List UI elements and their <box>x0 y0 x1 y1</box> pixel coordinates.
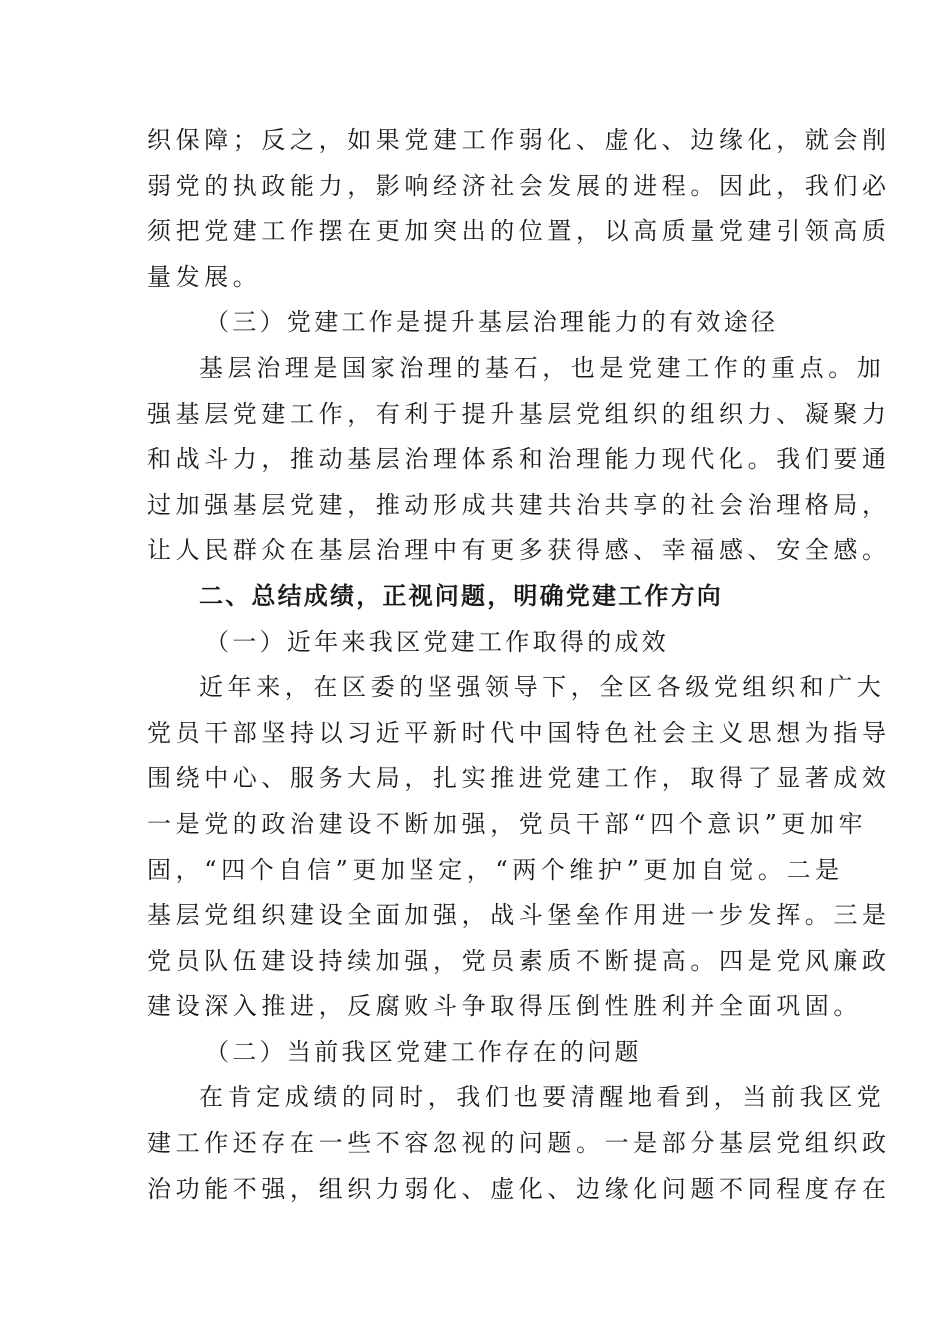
section-heading: 二、总结成绩，正视问题，明确党建工作方向 <box>199 581 723 610</box>
body-line: 建设深入推进，反腐败斗争取得压倒性胜利并全面巩固。 <box>147 992 862 1021</box>
body-line: 党员队伍建设持续加强，党员素质不断提高。四是党风廉政 <box>147 946 891 975</box>
section-subheading: （二）当前我区党建工作存在的问题 <box>205 1037 642 1066</box>
paragraph-first-line: 基层治理是国家治理的基石，也是党建工作的重点。加 <box>199 353 886 382</box>
section-subheading: （三）党建工作是提升基层治理能力的有效途径 <box>205 308 779 337</box>
body-line: 过加强基层党建，推动形成共建共治共享的社会治理格局， <box>147 490 891 519</box>
body-line: 建工作还存在一些不容忽视的问题。一是部分基层党组织政 <box>147 1129 891 1158</box>
body-line: 围绕中心、服务大局，扎实推进党建工作，取得了显著成效 <box>147 764 891 793</box>
body-line: 一是党的政治建设不断加强，党员干部“四个意识”更加牢 <box>147 809 868 838</box>
body-line: 织保障；反之，如果党建工作弱化、虚化、边缘化，就会削 <box>147 126 891 154</box>
paragraph-first-line: 在肯定成绩的同时，我们也要清醒地看到，当前我区党 <box>199 1083 886 1112</box>
document-body <box>147 118 891 1212</box>
body-line: 和战斗力，推动基层治理体系和治理能力现代化。我们要通 <box>147 445 891 474</box>
body-line: 量发展。 <box>147 262 262 291</box>
paragraph-first-line: 近年来，在区委的坚强领导下，全区各级党组织和广大 <box>199 673 886 702</box>
body-line: 基层党组织建设全面加强，战斗堡垒作用进一步发挥。三是 <box>147 901 891 930</box>
body-line: 弱党的执政能力，影响经济社会发展的进程。因此，我们必 <box>147 171 891 200</box>
body-line: 党员干部坚持以习近平新时代中国特色社会主义思想为指导 <box>147 718 891 747</box>
body-line: 治功能不强，组织力弱化、虚化、边缘化问题不同程度存在 <box>147 1174 891 1203</box>
body-line: 让人民群众在基层治理中有更多获得感、幸福感、安全感。 <box>147 536 891 565</box>
body-line: 须把党建工作摆在更加突出的位置，以高质量党建引领高质 <box>147 217 891 246</box>
section-subheading: （一）近年来我区党建工作取得的成效 <box>205 627 670 656</box>
body-line: 强基层党建工作，有利于提升基层党组织的组织力、凝聚力 <box>147 399 891 428</box>
body-line: 固，“四个自信”更加坚定，“两个维护”更加自觉。二是 <box>147 855 844 884</box>
